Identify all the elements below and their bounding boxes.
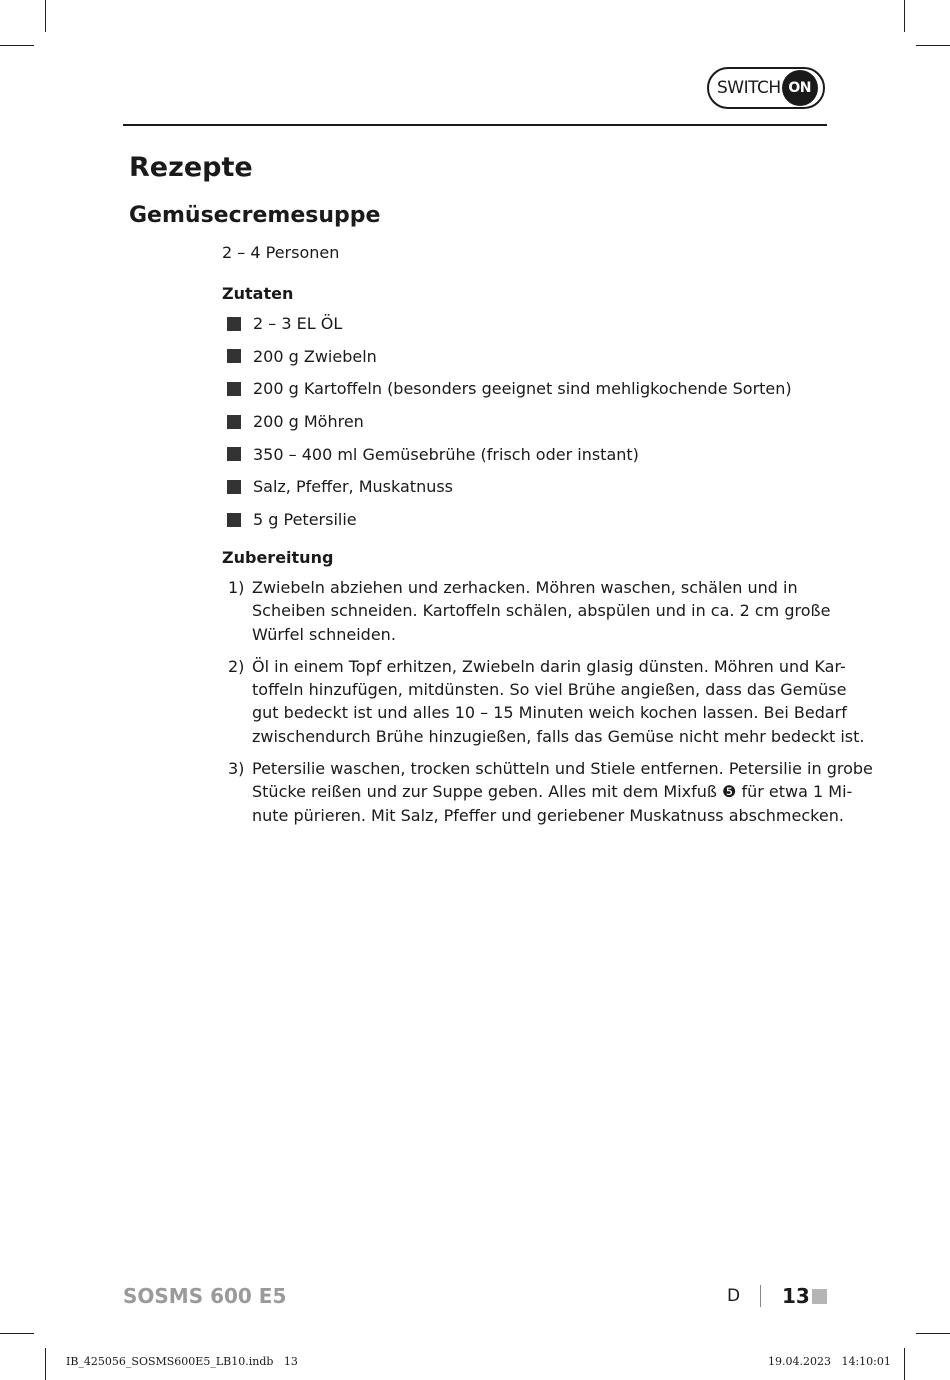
square-bullet-icon (227, 382, 241, 396)
ingredient-text: 200 g Zwiebeln (253, 346, 377, 366)
step-text (252, 655, 865, 748)
step-line: Stücke reißen und zur Suppe geben. Alles mit dem Mixfuß ❺ für etwa 1 Mi- (252, 782, 853, 802)
ingredient-text: 200 g Kartoffeln (besonders geeignet sind mehligkochende Sorten) (253, 379, 792, 399)
step-item (228, 655, 865, 748)
step-line: zwischendurch Brühe hinzugießen, falls das Gemüse nicht mehr bedeckt ist. (252, 726, 865, 746)
step-item (228, 757, 873, 827)
language-code: D (727, 1286, 741, 1306)
model-number: SOSMS 600 E5 (123, 1284, 287, 1308)
list-item (227, 475, 827, 498)
step-line: nute pürieren. Mit Salz, Pfeffer und geriebener Muskatnuss abschmecken. (252, 805, 844, 825)
step-text (252, 757, 873, 827)
header-rule (123, 124, 827, 126)
step-number: 2) (228, 656, 245, 676)
crop-mark (916, 1333, 950, 1334)
crop-mark (0, 1333, 34, 1334)
footer-divider (760, 1285, 761, 1307)
step-text (252, 576, 830, 646)
ingredients-heading: Zutaten (222, 284, 294, 303)
ingredient-text: 350 – 400 ml Gemüsebrühe (frisch oder instant) (253, 444, 639, 464)
list-item (227, 508, 827, 531)
step-line: toffeln hinzufügen, mitdünsten. So viel Brühe angießen, dass das Gemüse (252, 680, 847, 700)
list-item (227, 410, 827, 433)
ingredient-text: Salz, Pfeffer, Muskatnuss (253, 477, 454, 497)
ingredient-text: 2 – 3 EL ÖL (253, 314, 343, 333)
step-line: gut bedeckt ist und alles 10 – 15 Minuten weich kochen lassen. Bei Bedarf (252, 703, 847, 723)
step-number: 1) (228, 578, 245, 597)
square-bullet-icon (227, 513, 241, 527)
step-line: Scheiben schneiden. Kartoffeln schälen, abspülen und in ca. 2 cm große (252, 601, 831, 621)
step-line: Petersilie waschen, trocken schütteln und Stiele entfernen. Petersilie in grobe (252, 759, 873, 779)
square-bullet-icon (227, 447, 241, 461)
list-item (227, 443, 827, 466)
servings: 2 – 4 Personen (222, 243, 340, 262)
page-number: 13 (782, 1284, 810, 1308)
square-bullet-icon (227, 317, 241, 331)
step-number: 3) (228, 759, 245, 779)
crop-mark (904, 1348, 905, 1380)
ingredient-text: 5 g Petersilie (253, 510, 357, 530)
crop-mark (45, 0, 46, 32)
square-bullet-icon (227, 480, 241, 494)
step-line: Würfel schneiden. (252, 624, 396, 644)
print-slug-file: IB_425056_SOSMS600E5_LB10.indb 13 (66, 1355, 298, 1368)
step-line: Öl in einem Topf erhitzen, Zwiebeln darin glasig dünsten. Möhren und Kar- (252, 656, 846, 676)
logo-text: SWITCH (717, 78, 781, 98)
power-on-icon: ON (782, 70, 818, 106)
step-item (228, 576, 831, 646)
page-marker-square-icon (812, 1289, 827, 1304)
preparation-heading: Zubereitung (222, 548, 334, 567)
list-item (227, 345, 827, 368)
crop-mark (0, 45, 34, 46)
square-bullet-icon (227, 415, 241, 429)
list-item (227, 377, 827, 400)
list-item (227, 312, 827, 335)
brand-logo (707, 67, 825, 109)
ingredient-text: 200 g Möhren (253, 412, 364, 432)
recipe-title: Gemüsecremesuppe (129, 203, 381, 228)
crop-mark (904, 0, 905, 32)
ingredient-list (227, 312, 827, 541)
crop-mark (45, 1348, 46, 1380)
crop-mark (916, 45, 950, 46)
square-bullet-icon (227, 349, 241, 363)
page-title: Rezepte (129, 152, 253, 183)
step-list (228, 576, 873, 836)
print-slug-timestamp: 19.04.2023 14:10:01 (768, 1355, 891, 1368)
step-line: Zwiebeln abziehen und zerhacken. Möhren waschen, schälen und in (252, 578, 798, 597)
